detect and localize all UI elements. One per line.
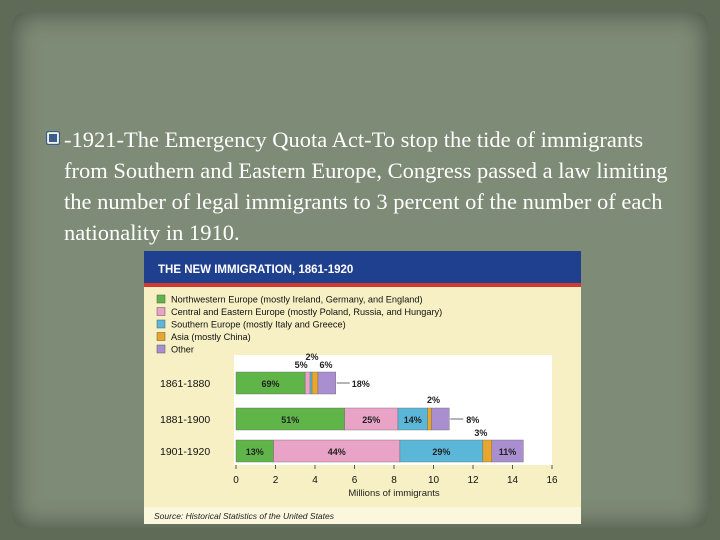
tick-label: 2 <box>272 475 279 486</box>
tick-label: 16 <box>546 475 558 486</box>
bar-value-label: 8% <box>466 415 480 425</box>
bar-value-label: 29% <box>432 447 451 457</box>
x-axis-label: Millions of immigrants <box>348 488 440 499</box>
bar-value-label: 51% <box>281 415 300 425</box>
legend-label: Asia (mostly China) <box>171 332 251 342</box>
category-label: 1901-1920 <box>160 446 211 458</box>
legend-swatch <box>157 320 165 328</box>
source-note: Source: Historical Statistics of the United States <box>154 511 334 521</box>
legend-swatch <box>157 295 165 303</box>
bar-value-label: 6% <box>319 360 333 370</box>
bar-value-label: 69% <box>261 379 280 389</box>
bar-segment <box>310 372 312 394</box>
category-label: 1881-1900 <box>160 414 211 426</box>
tick-label: 12 <box>467 475 479 486</box>
tick-label: 10 <box>427 475 440 486</box>
category-label: 1861-1880 <box>160 378 211 390</box>
tick-label: 6 <box>351 475 358 486</box>
chart-title: THE NEW IMMIGRATION, 1861-1920 <box>158 264 354 276</box>
legend-label: Southern Europe (mostly Italy and Greece) <box>171 319 346 330</box>
bar-value-label: 18% <box>351 379 370 389</box>
legend-swatch <box>157 333 165 341</box>
bar-value-label: 2% <box>305 352 319 362</box>
legend-label: Central and Eastern Europe (mostly Poland, Russia, and Hungary) <box>171 307 443 317</box>
bar-segment <box>432 408 450 430</box>
bar-segment <box>318 372 336 394</box>
bar-value-label: 13% <box>245 447 264 457</box>
checkbox-bullet-icon <box>46 131 60 145</box>
bar-value-label: 3% <box>474 428 488 438</box>
bar-segment <box>312 372 318 394</box>
bar-value-label: 2% <box>427 395 441 405</box>
legend-swatch <box>157 345 165 353</box>
bar-segment <box>305 372 310 394</box>
tick-label: 4 <box>312 475 318 486</box>
bar-value-label: 11% <box>498 447 517 457</box>
bar-segment <box>428 408 432 430</box>
chart-header-stripe <box>144 283 581 287</box>
legend-swatch <box>157 308 165 316</box>
bar-value-label: 25% <box>362 415 381 425</box>
bar-value-label: 44% <box>327 447 346 457</box>
tick-label: 14 <box>506 475 519 486</box>
bullet-paragraph: -1921-The Emergency Quota Act-To stop the tide of immigrants from Southern and Eastern Europe, Congress passed a law limiting the number of legal immigrants to 3 percent of the number of each nationality in 1910. <box>64 127 668 245</box>
legend-label: Northwestern Europe (mostly Ireland, Germany, and England) <box>171 294 423 305</box>
bar-value-label: 14% <box>403 415 422 425</box>
immigration-chart <box>144 251 581 524</box>
bar-segment <box>483 440 492 462</box>
bar-value-label: 5% <box>294 360 308 370</box>
tick-label: 8 <box>391 475 397 486</box>
tick-label: 0 <box>233 475 239 486</box>
legend-label: Other <box>171 344 194 355</box>
